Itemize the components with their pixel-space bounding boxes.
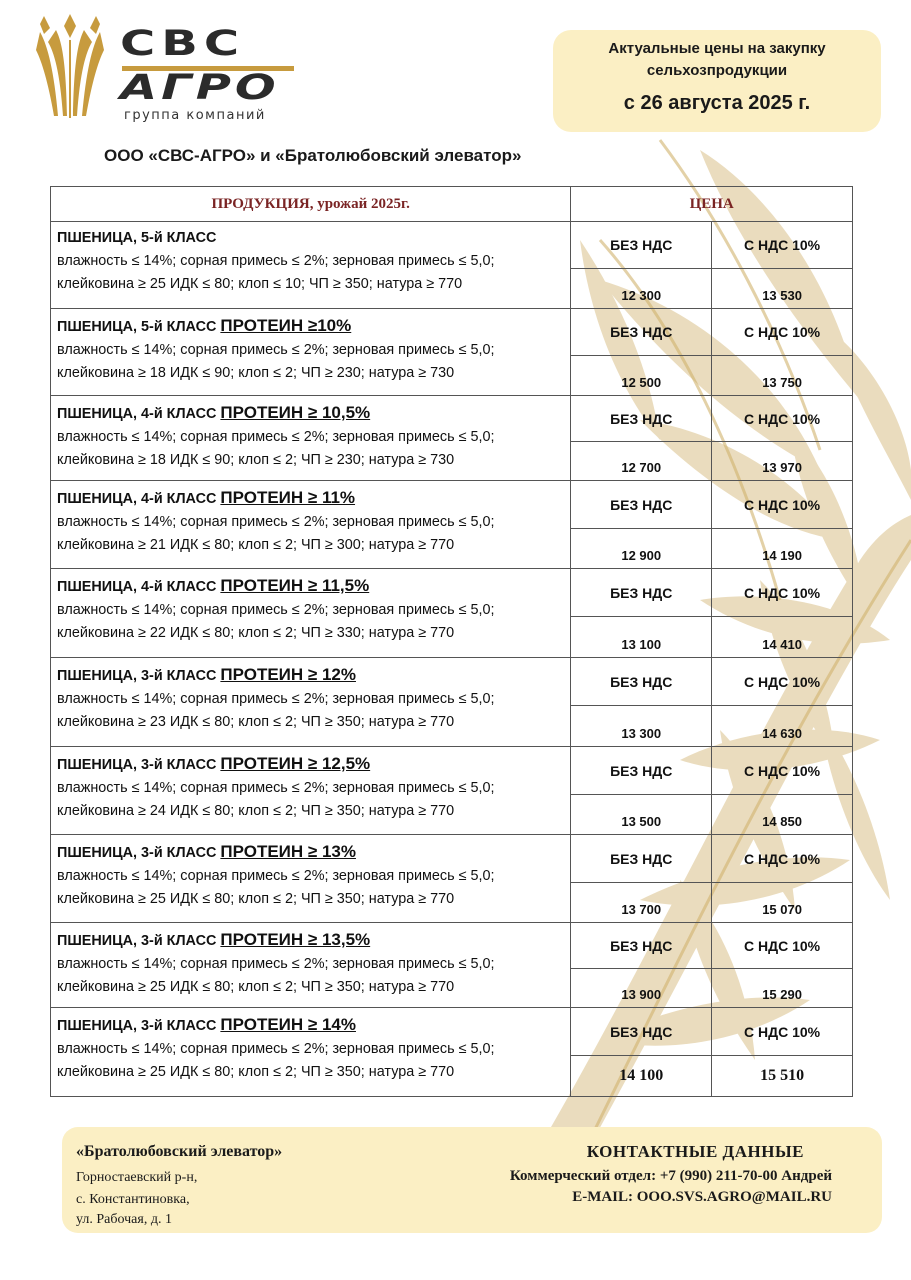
product-spec-line: влажность ≤ 14%; сорная примесь ≤ 2%; зерновая примесь ≤ 5,0; — [57, 429, 495, 445]
logo-brand-bottom: АГРО — [120, 67, 280, 108]
contacts-title: КОНТАКТНЫЕ ДАННЫЕ — [586, 1142, 804, 1161]
price-no-vat: 13 700 — [571, 883, 712, 923]
label-no-vat: БЕЗ НДС — [571, 923, 712, 969]
product-name: ПШЕНИЦА, 4-й КЛАСС — [57, 491, 217, 507]
label-with-vat: С НДС 10% — [712, 835, 853, 883]
product-spec-line: клейковина ≥ 18 ИДК ≤ 90; клоп ≤ 2; ЧП ≥ 230; натура ≥ 730 — [57, 365, 455, 381]
product-spec-line: клейковина ≥ 18 ИДК ≤ 90; клоп ≤ 2; ЧП ≥ 230; натура ≥ 730 — [57, 452, 455, 468]
protein-requirement: ПРОТЕИН ≥ 11,5% — [220, 576, 370, 595]
protein-requirement: ПРОТЕИН ≥10% — [220, 316, 352, 335]
label-no-vat: БЕЗ НДС — [571, 1008, 712, 1056]
price-no-vat: 12 300 — [571, 269, 712, 309]
price-with-vat: 13 750 — [712, 356, 853, 396]
table-row — [51, 1008, 853, 1056]
product-description — [51, 658, 571, 747]
product-description — [51, 396, 571, 481]
protein-requirement: ПРОТЕИН ≥ 13% — [220, 842, 356, 861]
product-name: ПШЕНИЦА, 5-й КЛАСС — [57, 230, 217, 246]
label-with-vat: С НДС 10% — [712, 396, 853, 442]
company-names: ООО «СВС-АГРО» и «Братолюбовский элеватор» — [104, 146, 522, 165]
elevator-name: «Братолюбовский элеватор» — [76, 1143, 283, 1160]
product-name: ПШЕНИЦА, 3-й КЛАСС — [57, 757, 217, 773]
address-line: с. Константиновка, — [76, 1192, 190, 1207]
table-row — [51, 658, 853, 706]
label-with-vat: С НДС 10% — [712, 658, 853, 706]
table-row — [51, 747, 853, 795]
price-no-vat: 13 300 — [571, 706, 712, 747]
price-with-vat: 13 970 — [712, 442, 853, 481]
product-name: ПШЕНИЦА, 3-й КЛАСС — [57, 845, 217, 861]
price-with-vat: 15 070 — [712, 883, 853, 923]
product-spec-line: клейковина ≥ 25 ИДК ≤ 80; клоп ≤ 2; ЧП ≥ 350; натура ≥ 770 — [57, 979, 455, 995]
table-row — [51, 923, 853, 969]
product-spec-line: влажность ≤ 14%; сорная примесь ≤ 2%; зерновая примесь ≤ 5,0; — [57, 342, 495, 358]
price-title-line2: сельхозпродукции — [646, 62, 788, 79]
table-header-row — [51, 187, 853, 222]
product-spec-line: влажность ≤ 14%; сорная примесь ≤ 2%; зерновая примесь ≤ 5,0; — [57, 253, 495, 269]
label-with-vat: С НДС 10% — [712, 1008, 853, 1056]
product-description — [51, 569, 571, 658]
protein-requirement: ПРОТЕИН ≥ 13,5% — [220, 930, 371, 949]
company-logo — [36, 12, 306, 124]
label-no-vat: БЕЗ НДС — [571, 835, 712, 883]
product-name: ПШЕНИЦА, 4-й КЛАСС — [57, 406, 217, 422]
header-product: ПРОДУКЦИЯ, урожай 2025г. — [51, 187, 571, 222]
price-no-vat: 13 100 — [571, 617, 712, 658]
product-spec-line: влажность ≤ 14%; сорная примесь ≤ 2%; зерновая примесь ≤ 5,0; — [57, 780, 495, 796]
product-spec-line: клейковина ≥ 21 ИДК ≤ 80; клоп ≤ 2; ЧП ≥ 300; натура ≥ 770 — [57, 537, 455, 553]
price-title-box — [553, 30, 881, 132]
label-no-vat: БЕЗ НДС — [571, 747, 712, 795]
label-no-vat: БЕЗ НДС — [571, 309, 712, 356]
protein-requirement: ПРОТЕИН ≥ 11% — [220, 488, 356, 507]
table-row — [51, 309, 853, 356]
product-spec-line: клейковина ≥ 25 ИДК ≤ 80; клоп ≤ 2; ЧП ≥ 350; натура ≥ 770 — [57, 1064, 455, 1080]
header-price: ЦЕНА — [571, 187, 853, 222]
product-spec-line: влажность ≤ 14%; сорная примесь ≤ 2%; зерновая примесь ≤ 5,0; — [57, 1041, 495, 1057]
table-row — [51, 835, 853, 883]
price-no-vat: 12 700 — [571, 442, 712, 481]
price-no-vat: 13 500 — [571, 795, 712, 835]
price-with-vat: 14 630 — [712, 706, 853, 747]
price-with-vat: 14 190 — [712, 529, 853, 569]
price-title-line1: Актуальные цены на закупку — [608, 40, 826, 57]
product-description — [51, 747, 571, 835]
product-name: ПШЕНИЦА, 3-й КЛАСС — [57, 1018, 217, 1034]
price-no-vat: 13 900 — [571, 969, 712, 1008]
price-with-vat: 13 530 — [712, 269, 853, 309]
label-no-vat: БЕЗ НДС — [571, 222, 712, 269]
logo-brand-top: СВС — [120, 23, 246, 64]
table-row — [51, 569, 853, 617]
price-date: с 26 августа 2025 г. — [623, 92, 811, 114]
table-row — [51, 396, 853, 442]
label-with-vat: С НДС 10% — [712, 923, 853, 969]
product-spec-line: влажность ≤ 14%; сорная примесь ≤ 2%; зерновая примесь ≤ 5,0; — [57, 514, 495, 530]
price-no-vat: 14 100 — [571, 1056, 712, 1097]
price-no-vat: 12 900 — [571, 529, 712, 569]
label-with-vat: С НДС 10% — [712, 747, 853, 795]
product-description — [51, 481, 571, 569]
product-description — [51, 923, 571, 1008]
product-spec-line: влажность ≤ 14%; сорная примесь ≤ 2%; зерновая примесь ≤ 5,0; — [57, 602, 495, 618]
product-spec-line: влажность ≤ 14%; сорная примесь ≤ 2%; зерновая примесь ≤ 5,0; — [57, 956, 495, 972]
product-description — [51, 222, 571, 309]
label-with-vat: С НДС 10% — [712, 481, 853, 529]
product-spec-line: клейковина ≥ 23 ИДК ≤ 80; клоп ≤ 2; ЧП ≥ 350; натура ≥ 770 — [57, 714, 455, 730]
label-no-vat: БЕЗ НДС — [571, 658, 712, 706]
protein-requirement: ПРОТЕИН ≥ 12% — [220, 665, 356, 684]
label-with-vat: С НДС 10% — [712, 309, 853, 356]
product-name: ПШЕНИЦА, 5-й КЛАСС — [57, 319, 217, 335]
logo-tagline: группа компаний — [124, 108, 266, 123]
product-spec-line: клейковина ≥ 22 ИДК ≤ 80; клоп ≤ 2; ЧП ≥ 330; натура ≥ 770 — [57, 625, 455, 641]
product-spec-line: клейковина ≥ 24 ИДК ≤ 80; клоп ≤ 2; ЧП ≥ 350; натура ≥ 770 — [57, 803, 455, 819]
protein-requirement: ПРОТЕИН ≥ 12,5% — [220, 754, 371, 773]
label-no-vat: БЕЗ НДС — [571, 481, 712, 529]
price-table — [50, 186, 853, 1097]
wheat-ears-icon — [36, 12, 104, 120]
price-with-vat: 15 290 — [712, 969, 853, 1008]
label-no-vat: БЕЗ НДС — [571, 396, 712, 442]
protein-requirement: ПРОТЕИН ≥ 10,5% — [220, 403, 371, 422]
table-row — [51, 222, 853, 269]
product-spec-line: клейковина ≥ 25 ИДК ≤ 80; клоп ≤ 2; ЧП ≥ 350; натура ≥ 770 — [57, 891, 455, 907]
price-with-vat: 15 510 — [712, 1056, 853, 1097]
contact-email[interactable]: E-MAIL: OOO.SVS.AGRO@MAIL.RU — [572, 1189, 832, 1205]
protein-requirement: ПРОТЕИН ≥ 14% — [220, 1015, 356, 1034]
product-name: ПШЕНИЦА, 4-й КЛАСС — [57, 579, 217, 595]
price-with-vat: 14 410 — [712, 617, 853, 658]
contact-phone[interactable]: Коммерческий отдел: +7 (990) 211-70-00 Андрей — [509, 1168, 832, 1184]
product-spec-line: влажность ≤ 14%; сорная примесь ≤ 2%; зерновая примесь ≤ 5,0; — [57, 691, 495, 707]
address-line: Горностаевский р-н, — [76, 1170, 198, 1185]
price-with-vat: 14 850 — [712, 795, 853, 835]
product-name: ПШЕНИЦА, 3-й КЛАСС — [57, 668, 217, 684]
product-spec-line: клейковина ≥ 25 ИДК ≤ 80; клоп ≤ 10; ЧП ≥ 350; натура ≥ 770 — [57, 276, 463, 292]
label-with-vat: С НДС 10% — [712, 222, 853, 269]
product-name: ПШЕНИЦА, 3-й КЛАСС — [57, 933, 217, 949]
product-description — [51, 1008, 571, 1097]
label-no-vat: БЕЗ НДС — [571, 569, 712, 617]
address-line: ул. Рабочая, д. 1 — [76, 1212, 172, 1227]
product-description — [51, 309, 571, 396]
table-row — [51, 481, 853, 529]
label-with-vat: С НДС 10% — [712, 569, 853, 617]
price-no-vat: 12 500 — [571, 356, 712, 396]
product-spec-line: влажность ≤ 14%; сорная примесь ≤ 2%; зерновая примесь ≤ 5,0; — [57, 868, 495, 884]
footer-box — [62, 1127, 882, 1233]
product-description — [51, 835, 571, 923]
